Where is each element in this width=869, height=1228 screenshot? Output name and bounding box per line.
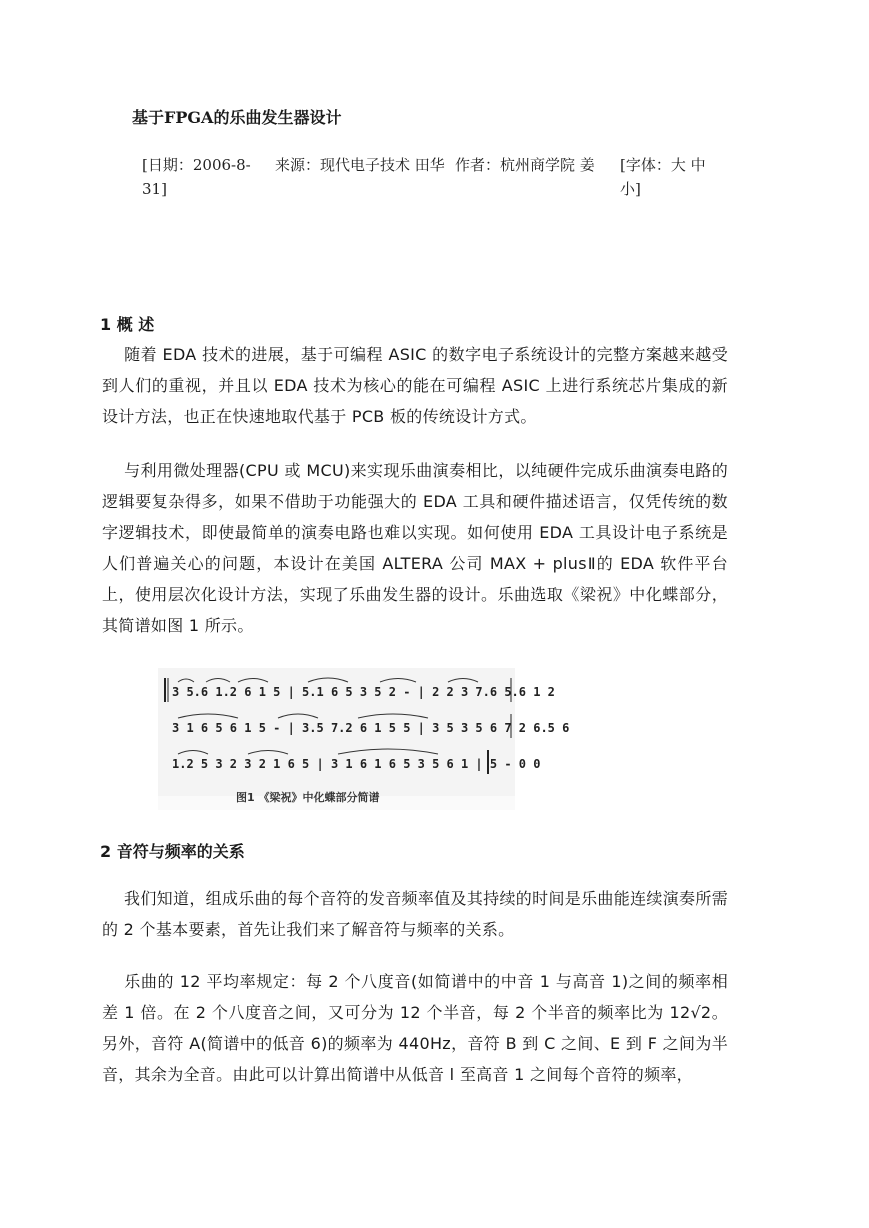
article-title: 基于FPGA的乐曲发生器设计 (132, 108, 342, 127)
paragraph: 乐曲的 12 平均率规定：每 2 个八度音(如简谱中的中音 1 与高音 1)之间的频率相差 1 倍。在 2 个八度音之间，又可分为 12 个半音，每 2 个半音的频率比为 12√2。另外，音符 A(简谱中的低音 6)的频率为 440Hz，音符 B 到 C 之间、E 到 F 之间为半音，其余为全音。由此可以计算出简谱中从低音 l 至高音 1 之间每个音符的频率， (102, 972, 728, 1084)
section-heading-overview: 1 概 述 (100, 315, 155, 334)
paragraph: 我们知道，组成乐曲的每个音符的发音频率值及其持续的时间是乐曲能连续演奏所需的 2 个基本要素，首先让我们来了解音符与频率的关系。 (102, 889, 728, 939)
music-score-figure (158, 668, 570, 810)
section-heading-notes-frequency: 2 音符与频率的关系 (100, 842, 245, 861)
paragraph: 随着 EDA 技术的进展，基于可编程 ASIC 的数字电子系统设计的完整方案越来越受到人们的重视，并且以 EDA 技术为核心的能在可编程 ASIC 上进行系统芯片集成的新设计方法，也正在快速地取代基于 PCB 板的传统设计方式。 (102, 345, 728, 426)
score-row-1: 3 5.6 1.2 6 1 5 | 5.1 6 5 3 5 2 - | 2 2 3 7.6 5.6 1 2 (172, 685, 555, 699)
article-author: 作者：杭州商学院 姜 (455, 156, 595, 174)
score-row-3: 1.2 5 3 2 3 2 1 6 5 | 3 1 6 1 6 5 3 5 6 1 | 5 - 0 0 (172, 757, 541, 771)
figure-caption: 图1 《梁祝》中化蝶部分简谱 (236, 791, 380, 804)
score-row-2: 3 1 6 5 6 1 5 - | 3.5 7.2 6 1 5 5 | 3 5 3 5 6 7 2 6.5 6 (172, 721, 570, 735)
article-source: 来源：现代电子技术 田华 (275, 156, 445, 174)
article-date: [日期：2006-8-31] (142, 156, 251, 198)
font-size-selector[interactable]: [字体：大 中 小] (620, 156, 706, 198)
paragraph: 与利用微处理器(CPU 或 MCU)来实现乐曲演奏相比，以纯硬件完成乐曲演奏电路的逻辑要复杂得多，如果不借助于功能强大的 EDA 工具和硬件描述语言，仅凭传统的数字逻辑技术，即使最简单的演奏电路也难以实现。如何使用 EDA 工具设计电子系统是人们普遍关心的问题，本设计在美国 ALTERA 公司 MAX + plusⅡ的 EDA 软件平台上，使用层次化设计方法，实现了乐曲发生器的设计。乐曲选取《梁祝》中化蝶部分，其简谱如图 1 所示。 (102, 461, 728, 635)
